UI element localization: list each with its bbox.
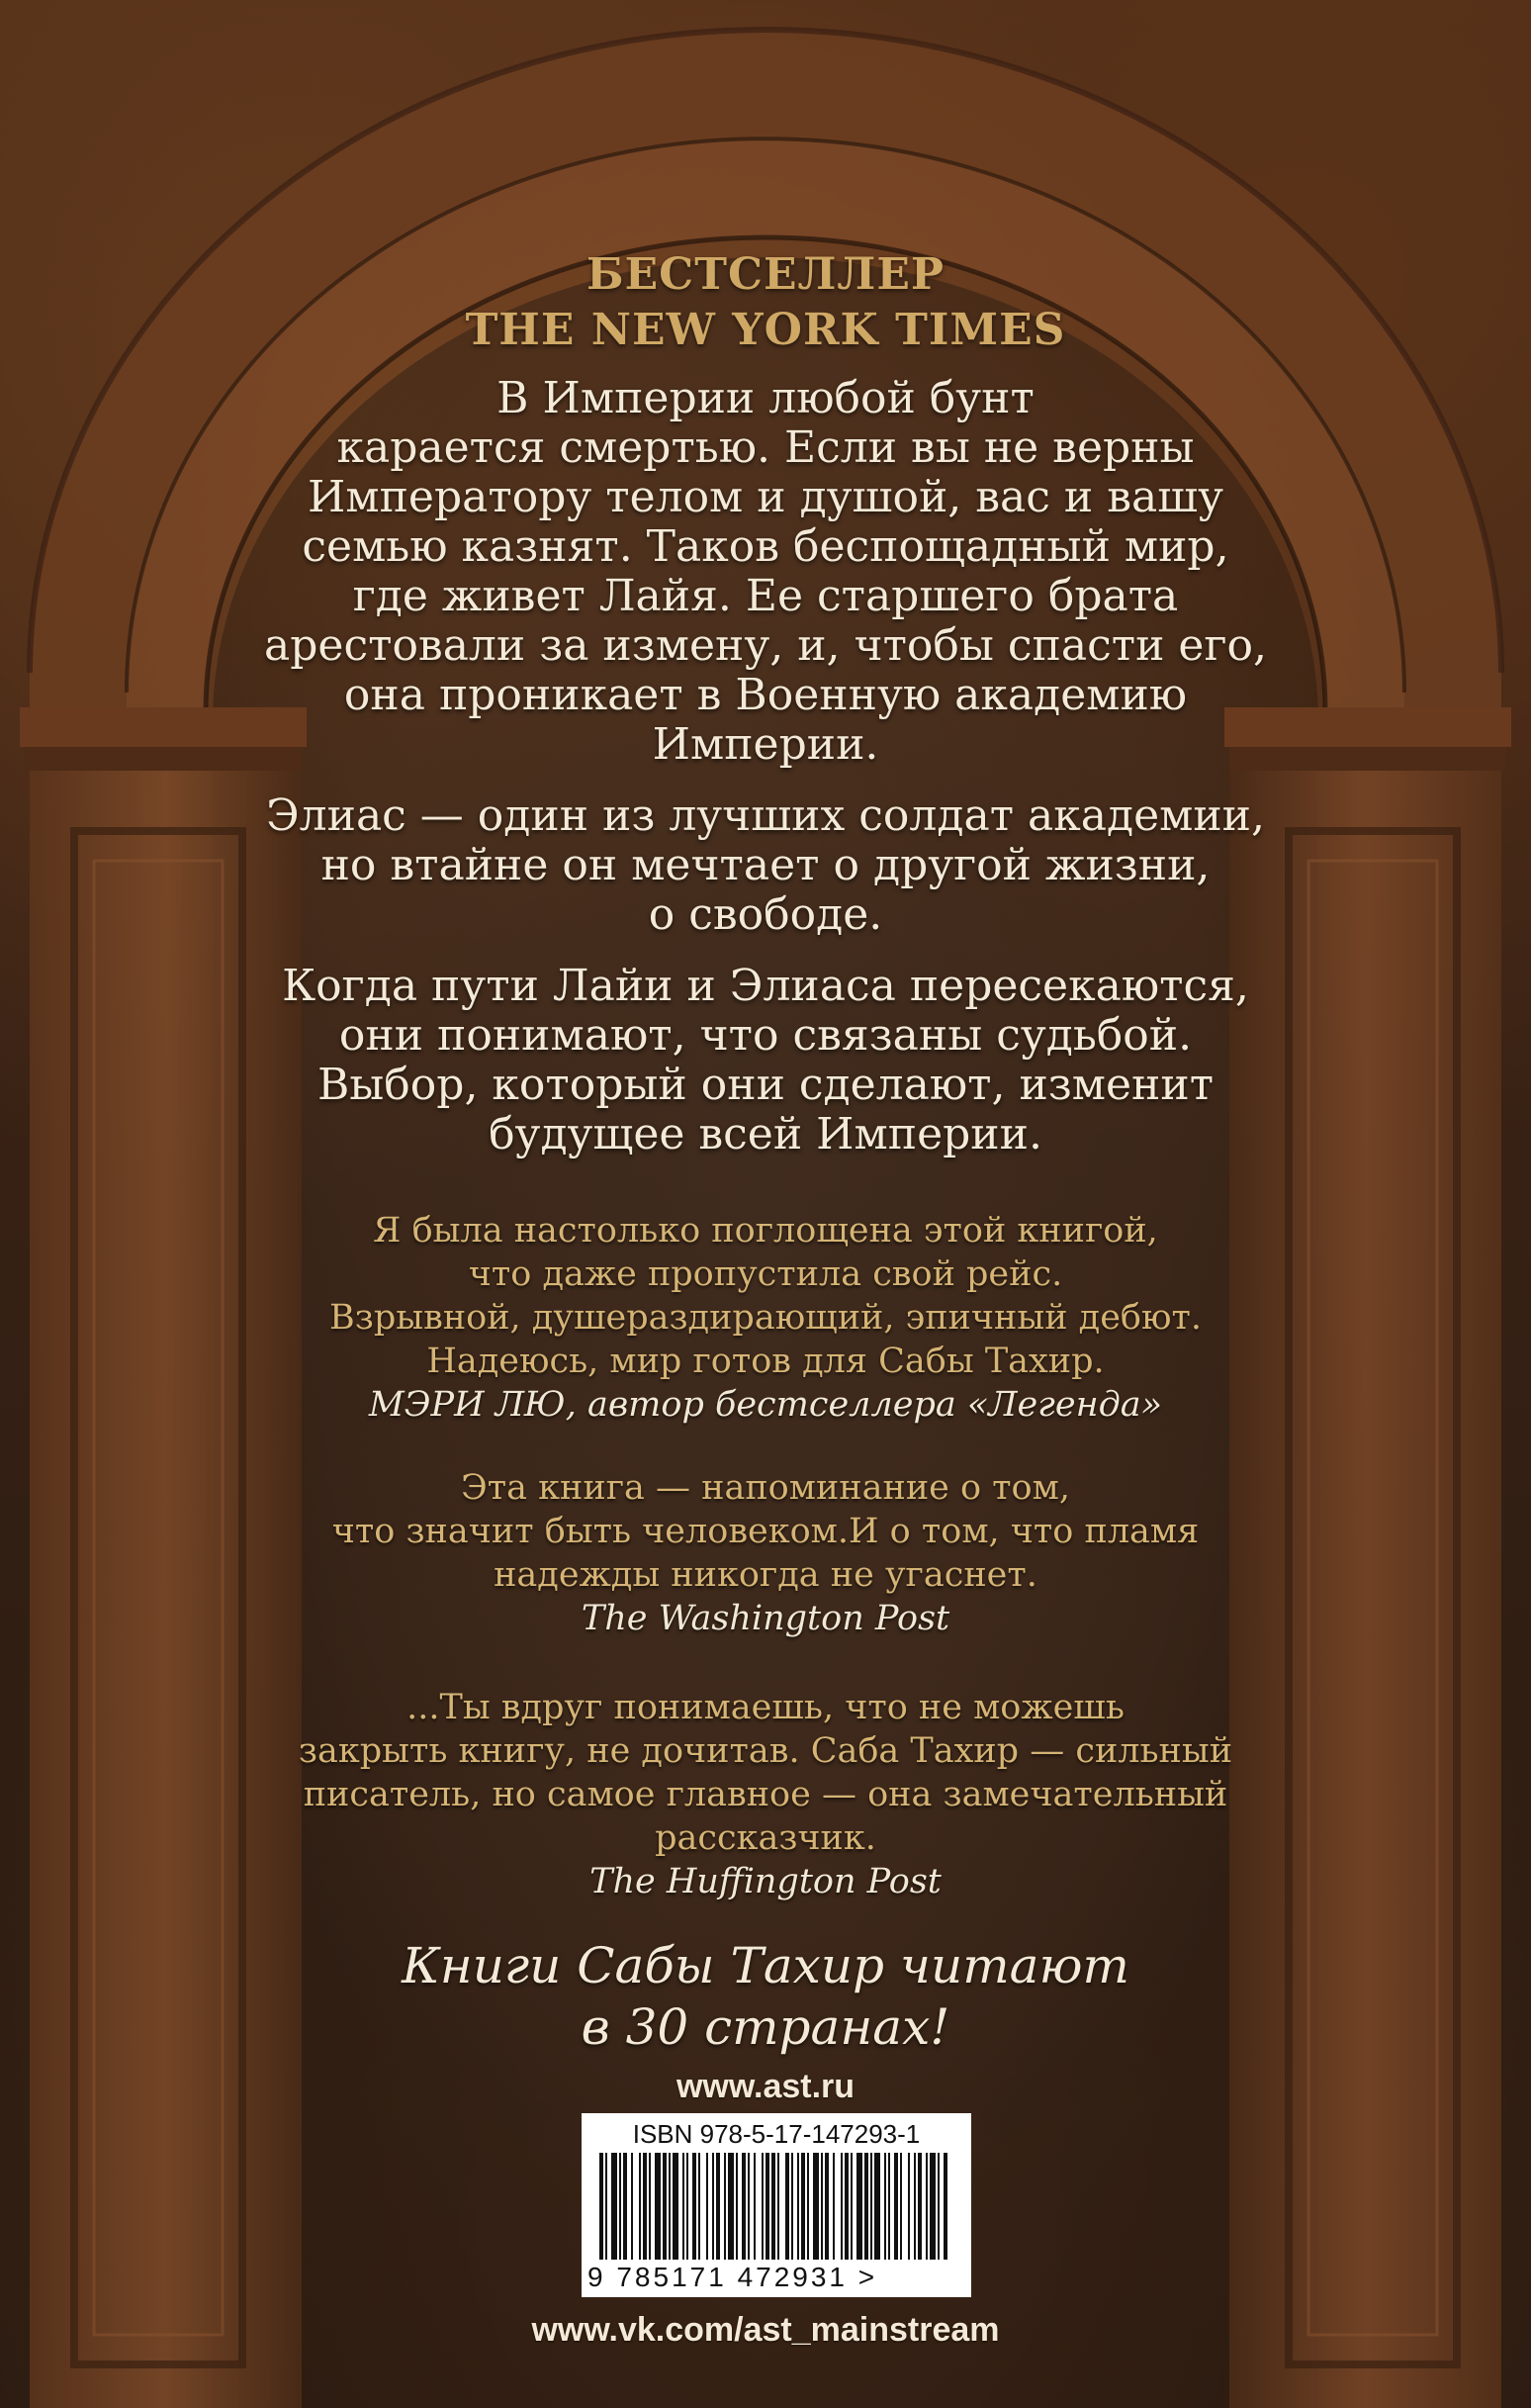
barcode-bar: [673, 2153, 678, 2260]
quote-line: писатель, но самое главное — она замечательный: [303, 1775, 1228, 1814]
promo-line: Книги Сабы Тахир читают: [402, 1937, 1129, 1994]
barcode-bar: [742, 2153, 746, 2260]
isbn-number: ISBN 978-5-17-147293-1: [632, 2119, 921, 2149]
barcode-bar: [797, 2153, 799, 2260]
quote-line: Надеюсь, мир готов для Сабы Тахир.: [426, 1342, 1105, 1381]
barcode-bar: [918, 2153, 922, 2260]
barcode-bar: [611, 2153, 617, 2260]
barcode-bar: [864, 2153, 868, 2260]
barcode-bar: [845, 2153, 849, 2260]
barcode-bar: [766, 2153, 769, 2260]
description-paragraph-1: [0, 374, 1531, 770]
barcode-bar: [777, 2153, 779, 2260]
barcode-bar: [682, 2153, 684, 2260]
barcode-bar: [649, 2153, 651, 2260]
description-line: они понимают, что связаны судьбой.: [338, 1010, 1193, 1061]
barcode-bar: [851, 2153, 853, 2260]
barcode-bar: [930, 2153, 936, 2260]
barcode-digits: 9 785171 472931 >: [587, 2262, 878, 2292]
barcode-bar: [748, 2153, 750, 2260]
review-quote-2: [0, 1466, 1531, 1640]
barcode-bar: [599, 2153, 603, 2260]
social-link[interactable]: www.vk.com/ast_mainstream: [531, 2311, 1000, 2349]
barcode-bar: [724, 2153, 726, 2260]
barcode-bar: [771, 2153, 775, 2260]
description-line: она проникает в Военную академию: [343, 670, 1188, 720]
barcode-bar: [736, 2153, 738, 2260]
barcode-bar: [791, 2153, 793, 2260]
quote-line: закрыть книгу, не дочитав. Саба Тахир — сильный: [298, 1731, 1233, 1771]
description-paragraph-2: [0, 791, 1531, 940]
barcode-bar: [728, 2153, 734, 2260]
promo-tagline: [0, 1935, 1531, 2058]
description-line: будущее всей Империи.: [489, 1109, 1042, 1159]
barcode-bar: [655, 2153, 661, 2260]
description-line: семью казнят. Таков беспощадный мир,: [302, 521, 1229, 572]
quote-line: что значит быть человеком.И о том, что пламя: [331, 1512, 1200, 1551]
quote-line: Взрывной, душераздирающий, эпичный дебют.: [329, 1298, 1202, 1338]
barcode-bar: [706, 2153, 708, 2260]
bestseller-label: БЕСТСЕЛЛЕР: [586, 249, 945, 300]
bestseller-heading: [0, 247, 1531, 358]
description-line: но втайне он мечтает о другой жизни,: [320, 840, 1211, 890]
description-line: Выбор, который они сделают, изменит: [316, 1060, 1215, 1110]
quote-line: надежды никогда не угаснет.: [494, 1555, 1037, 1595]
description-line: Империи.: [652, 719, 879, 770]
barcode-bars: [595, 2153, 957, 2260]
barcode-bar: [888, 2153, 890, 2260]
review-quote-3: [0, 1686, 1531, 1903]
barcode-bar: [825, 2153, 829, 2260]
description-line: арестовали за измену, и, чтобы спасти его,: [264, 620, 1267, 671]
barcode-bar: [698, 2153, 700, 2260]
barcode-bar: [762, 2153, 764, 2260]
barcode-bar: [639, 2153, 641, 2260]
barcode-bar: [669, 2153, 671, 2260]
quote-source: The Huffington Post: [589, 1862, 942, 1901]
barcode-bar: [870, 2153, 872, 2260]
barcode-bar: [926, 2153, 928, 2260]
barcode-bar: [716, 2153, 720, 2260]
barcode-bar: [807, 2153, 809, 2260]
barcode-bar: [631, 2153, 633, 2260]
barcode-bar: [856, 2153, 862, 2260]
barcode-bar: [686, 2153, 688, 2260]
barcode-bar: [692, 2153, 696, 2260]
barcode-bar: [785, 2153, 789, 2260]
quote-source: The Washington Post: [581, 1599, 950, 1638]
nyt-label: THE NEW YORK TIMES: [465, 305, 1066, 355]
barcode-bar: [944, 2153, 947, 2260]
barcode-bar: [894, 2153, 898, 2260]
barcode-bar: [841, 2153, 843, 2260]
publisher-website[interactable]: www.ast.ru: [675, 2068, 856, 2105]
barcode-bar: [938, 2153, 940, 2260]
description-line: Когда пути Лайи и Элиаса пересекаются,: [282, 961, 1249, 1011]
description-line: В Империи любой бунт: [496, 373, 1035, 423]
barcode-bar: [643, 2153, 647, 2260]
quote-line: рассказчик.: [655, 1818, 876, 1858]
barcode-bar: [914, 2153, 916, 2260]
quote-line: что даже пропустила свой рейс.: [468, 1254, 1063, 1294]
barcode-bar: [754, 2153, 756, 2260]
quote-line: ...Ты вдруг понимаешь, что не можешь: [406, 1688, 1125, 1727]
description-line: Императору телом и душой, вас и вашу: [308, 472, 1223, 522]
quote-line: Я была настолько поглощена этой книгой,: [373, 1211, 1158, 1250]
description-line: карается смертью. Если вы не верны: [336, 422, 1195, 473]
barcode-bar: [833, 2153, 835, 2260]
barcode-bar: [900, 2153, 902, 2260]
barcode-bar: [623, 2153, 627, 2260]
barcode-bar: [605, 2153, 607, 2260]
barcode-bar: [884, 2153, 886, 2260]
barcode-bar: [908, 2153, 910, 2260]
description-line: о свободе.: [648, 889, 883, 940]
description-paragraph-3: [0, 962, 1531, 1159]
review-quote-1: [0, 1209, 1531, 1427]
promo-line: в 30 странах!: [581, 1998, 950, 2056]
barcode-bar: [874, 2153, 880, 2260]
barcode-bar: [801, 2153, 805, 2260]
barcode-bar: [712, 2153, 714, 2260]
barcode-bar: [663, 2153, 667, 2260]
description-line: Элиас — один из лучших солдат академии,: [266, 790, 1265, 841]
isbn-barcode: [582, 2113, 971, 2297]
barcode-bar: [821, 2153, 823, 2260]
barcode-bar: [813, 2153, 819, 2260]
barcode-bar: [619, 2153, 621, 2260]
quote-source: МЭРИ ЛЮ, автор бестселлера «Легенда»: [368, 1385, 1163, 1425]
quote-line: Эта книга — напоминание о том,: [461, 1468, 1070, 1508]
description-line: где живет Лайя. Ее старшего брата: [352, 571, 1179, 621]
